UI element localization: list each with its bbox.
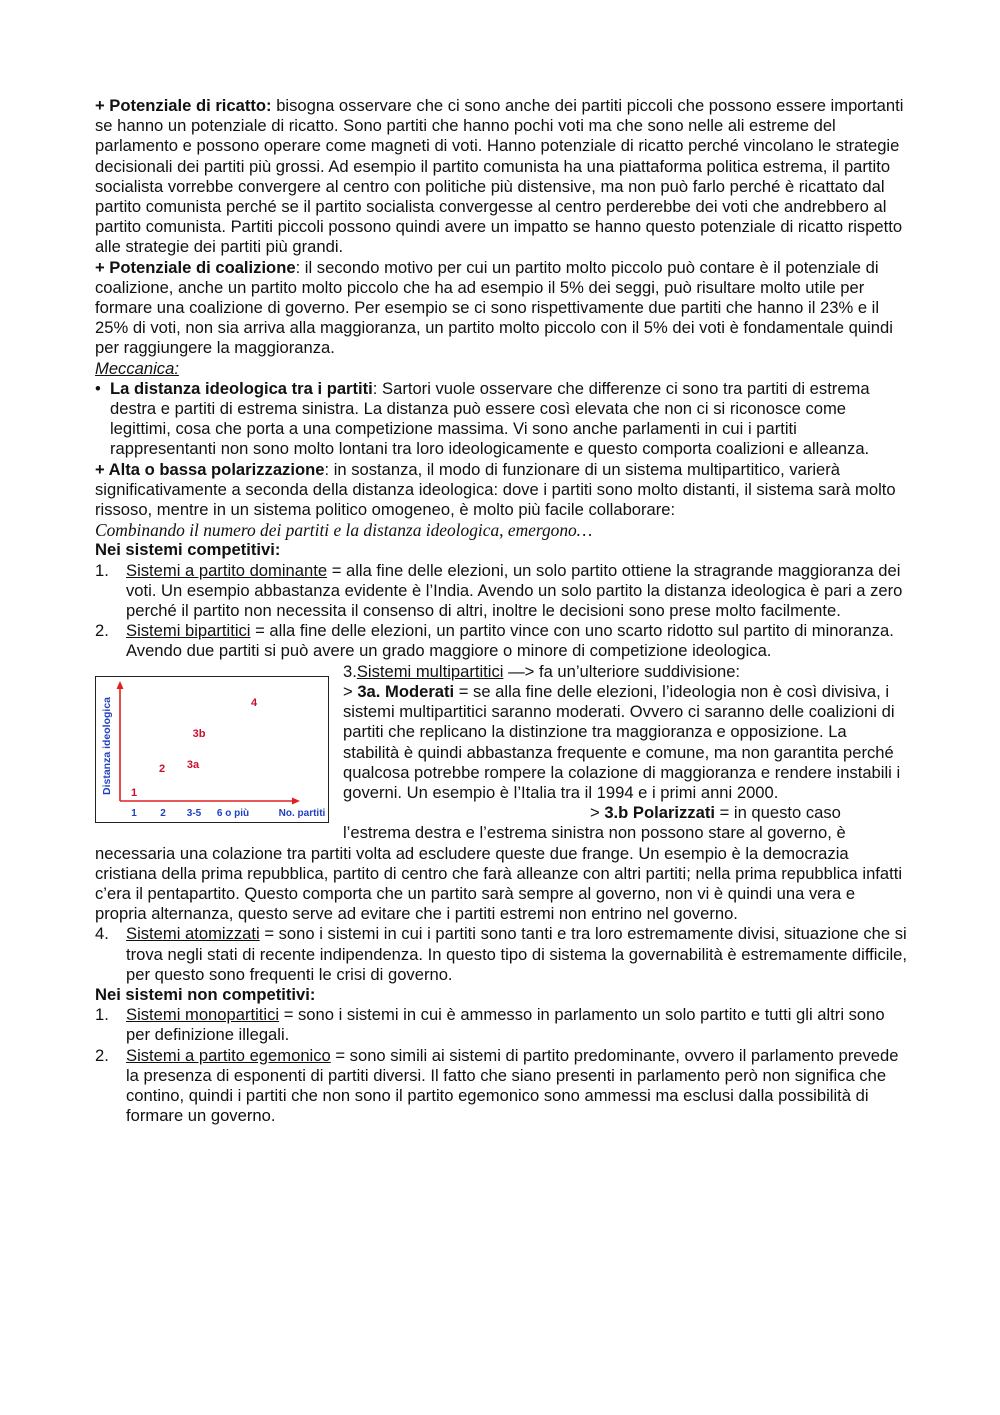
x-tick-1: 1: [131, 807, 137, 819]
list-number: 2.: [95, 1045, 109, 1065]
text-egemonico: = sono simili ai sistemi di partito predominante, ovvero il parlamento prevede la presenza di esponenti di partiti diversi. Il fatto che siano presenti in parlamento però non significa che contino, quindi i partiti che non sono il partito egemonico sono ammessi ma esclusi dalla possibilità di formare un governo.: [126, 1045, 899, 1126]
text-bipartitici: = alla fine delle elezioni, un partito vince con uno scarto ridotto sul partito di minoranza. Avendo due partiti si può avere un grado maggiore o minore di competizione ideologica.: [126, 621, 894, 661]
y-axis-arrow: [117, 681, 124, 689]
list-item-egemonico: [95, 1046, 907, 1127]
combinando-line: Combinando il numero dei partiti e la distanza ideologica, emergono…: [95, 520, 593, 541]
heading-ricatto: + Potenziale di ricatto:: [95, 96, 272, 115]
subitem-prefix: >: [590, 803, 605, 823]
x-tick-3-5: 3-5: [186, 807, 202, 819]
paragraph-coalizione: [95, 258, 907, 359]
term-multipartitici: Sistemi multipartitici: [356, 661, 504, 681]
multipartitici-section: [95, 662, 907, 925]
list-number: 2.: [95, 621, 109, 641]
heading-non-competitivi: [95, 985, 907, 1005]
list-item-bipartitici: [95, 621, 907, 661]
term-dominante: Sistemi a partito dominante: [126, 560, 328, 580]
heading-polarizzazione: + Alta o bassa polarizzazione: [95, 459, 325, 479]
bullet-distanza: [95, 379, 907, 460]
bullet-icon: •: [95, 378, 101, 398]
x-axis-label: No. partiti: [278, 807, 326, 819]
term-egemonico: Sistemi a partito egemonico: [126, 1045, 331, 1065]
term-atomizzati: Sistemi atomizzati: [126, 924, 260, 944]
x-tick-6-o-piu: 6 o più: [216, 807, 250, 819]
text-atomizzati: = sono i sistemi in cui i partiti sono tanti e tra loro estremamente divisi, situazione che si trova negli stati di recente indipendenza. In questo tipo di sistema la governabilità è estremamente difficile, per questo sono frequenti le crisi di governo.: [126, 924, 907, 984]
point-1: 1: [130, 786, 138, 799]
heading-meccanica: [95, 359, 907, 379]
list-number: 1.: [95, 1005, 109, 1025]
heading-competitivi: [95, 540, 907, 560]
text-distanza: : Sartori vuole osservare che differenze ci sono tra partiti di estrema destra e partiti di estrema sinistra. La distanza può essere così elevata che non ci si riconosce come legittimi, cosa che porta a una competizione massima. Vi sono anche parlamenti in cui i partiti rappresentanti non sono molto lontani tra loro ideologicamente e questo comporta coalizioni e alleanza.: [110, 378, 870, 459]
text-multipartitici: —> fa un’ulteriore suddivisione:: [503, 661, 741, 681]
heading-coalizione: + Potenziale di coalizione: [95, 257, 296, 277]
point-2: 2: [158, 762, 166, 775]
list-item-dominante: [95, 561, 907, 622]
list-item-atomizzati: [95, 924, 907, 985]
x-tick-2: 2: [160, 807, 166, 819]
heading-moderati: 3a. Moderati: [357, 681, 455, 701]
point-3b: 3b: [192, 727, 206, 740]
subitem-prefix: >: [343, 681, 358, 701]
list-number: 1.: [95, 560, 109, 580]
paragraph-ricatto: [95, 96, 907, 258]
document-page: [95, 96, 907, 1126]
list-item-monopartitici: [95, 1005, 907, 1045]
text-monopartitici: = sono i sistemi in cui è ammesso in parlamento un solo partito e tutti gli altri sono per definizione illegali.: [126, 1005, 885, 1045]
figure-svg: [96, 677, 328, 822]
text-dominante: = alla fine delle elezioni, un solo partito ottiene la stragrande maggioranza dei voti. Un esempio abbastanza evidente è l’India. Avendo un solo partito la distanza ideologica è pari a zero perché il partito non necessita il consenso di altri, inoltre le decisioni sono prese molto facilmente.: [126, 560, 903, 621]
list-item-multipartitici: [342, 662, 907, 682]
list-number: 4.: [95, 924, 109, 944]
text-polarizzazione: : in sostanza, il modo di funzionare di un sistema multipartitico, varierà significativamente a seconda della distanza ideologica: dove i partiti sono molto distanti, il sistema sarà molto rissoso, mentre in un sistema politico omogeneo, è molto più facile collaborare:: [95, 459, 896, 520]
meccanica-label: Meccanica:: [95, 358, 179, 378]
text-ricatto: bisogna osservare che ci sono anche dei partiti piccoli che possono essere importanti se hanno un potenziale di ricatto. Sono partiti che hanno pochi voti ma che sono nelle ali estreme del parlamento e possono operare come magneti di voti. Hanno potenziale di ricatto perché vincolano le strategie decisionali dei partiti più grossi. Ad esempio il partito comunista ha una piattaforma politica estrema, il partito socialista vorrebbe convergere al centro con politiche più distensive, ma non può farlo perché è ricattato dal partito comunista perché se il partito socialista convergesse al centro perderebbe dei voti che andrebbero al partito comunista. Partiti piccoli possono quindi avere un impatto se hanno questo potenziale di ricatto rispetto alle strategie dei partiti più grandi.: [95, 96, 904, 257]
text-polarizzati: = in questo caso l’estrema destra e l’estrema sinistra non possono stare al governo, è necessaria una colazione tra partiti volta ad escludere queste due frange. Un esempio è la democrazia cristiana della prima repubblica, partito di centro che farà alleanze con altri partiti; nella prima repubblica infatti c’era il pentapartito. Questo comporta che un partito sarà sempre al governo, non vi è quindi una vera e propria alternanza, questo serve ad evitare che i partiti estremi non entrino nel governo.: [95, 803, 903, 924]
x-axis-arrow: [292, 797, 300, 804]
term-bipartitici: Sistemi bipartitici: [126, 621, 251, 641]
text-coalizione: : il secondo motivo per cui un partito molto piccolo può contare è il potenziale di coalizione, anche un partito molto piccolo che ha ad esempio il 5% dei seggi, può risultare molto utile per formare una coalizione di governo. Per esempio se ci sono rispettivamente due partiti che hanno il 23% e il 25% di voti, non sia arriva alla maggioranza, un partito molto piccolo con il 5% dei voti è fondamentale quindi per raggiungere la maggioranza.: [95, 257, 893, 358]
non-competitivi-title: Nei sistemi non competitivi:: [95, 984, 316, 1004]
paragraph-polarizzazione: [95, 460, 907, 521]
y-axis-label: Distanza ideologica: [101, 696, 113, 795]
party-system-figure: [95, 676, 329, 823]
subitem-moderati: [342, 682, 907, 803]
competitivi-title: Nei sistemi competitivi:: [95, 540, 281, 560]
heading-distanza: La distanza ideologica tra i partiti: [110, 378, 373, 398]
point-3a: 3a: [186, 758, 200, 771]
term-monopartitici: Sistemi monopartitici: [126, 1005, 280, 1025]
point-4: 4: [250, 696, 258, 709]
heading-polarizzati: 3.b Polarizzati: [604, 803, 715, 823]
list-number: 3.: [343, 661, 357, 681]
text-moderati: = se alla fine delle elezioni, l’ideologia non è così divisiva, i sistemi multipartitici saranno moderati. Ovvero ci saranno delle coalizioni di partiti che replicano la distinzione tra maggioranza e opposizione. La stabilità è quindi abbastanza frequente e comune, ma non garantita perché qualcosa potrebbe rompere la colazione di maggioranza e rendere instabili i governi. Un esempio è l’Italia tra il 1994 e i primi anni 2000.: [343, 681, 901, 802]
